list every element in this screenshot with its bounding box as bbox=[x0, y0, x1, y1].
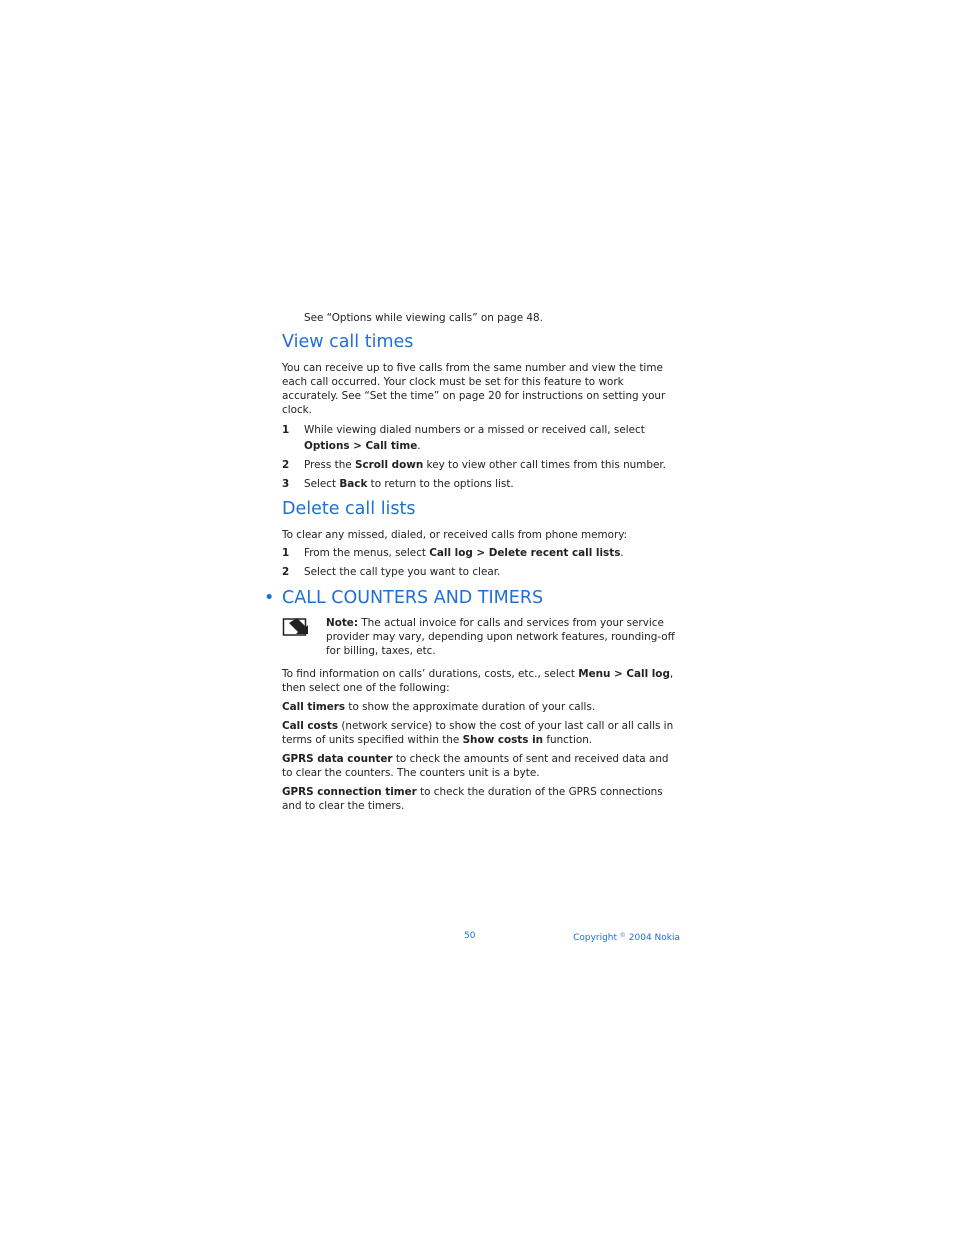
section-heading-delete-call-lists: Delete call lists bbox=[282, 499, 416, 519]
note-icon bbox=[282, 616, 326, 658]
option-description: (network service) to show the cost of your last call or all calls in terms of units specified within the bbox=[282, 720, 674, 746]
step-number: 3 bbox=[282, 478, 290, 490]
option-description: function. bbox=[543, 734, 593, 746]
cross-reference: See “Options while viewing calls” on page 48. bbox=[304, 312, 543, 324]
step-text bbox=[304, 564, 680, 580]
note-text bbox=[326, 616, 680, 658]
step-item bbox=[282, 476, 680, 492]
step-number: 2 bbox=[282, 459, 290, 471]
step-bold-text: Call log > Delete recent call lists bbox=[429, 547, 621, 559]
option-name: GPRS data counter bbox=[282, 753, 393, 765]
step-number: 1 bbox=[282, 424, 290, 436]
section-call-counters bbox=[264, 588, 680, 813]
step-text bbox=[304, 476, 680, 492]
step-item bbox=[282, 422, 680, 454]
option-name: Call timers bbox=[282, 701, 346, 713]
step-item bbox=[282, 545, 680, 561]
step-text-part: From the menus, select bbox=[304, 547, 430, 559]
option-description: to show the approximate duration of your calls. bbox=[345, 701, 596, 713]
intro-part: , then select one of the following: bbox=[282, 668, 674, 694]
step-item bbox=[282, 564, 680, 580]
page-number: 50 bbox=[464, 931, 476, 941]
section-delete-call-lists bbox=[282, 499, 680, 580]
option-name: Call costs bbox=[282, 720, 339, 732]
step-text-part: . bbox=[620, 547, 624, 559]
step-text bbox=[304, 545, 680, 561]
heading-bullet: • bbox=[264, 588, 275, 608]
step-text bbox=[304, 422, 680, 454]
option-item-gprs-data-counter bbox=[282, 752, 680, 780]
note-box bbox=[282, 616, 680, 658]
option-item-gprs-connection-timer bbox=[282, 785, 680, 813]
step-text-part: key to view other call times from this number. bbox=[423, 459, 666, 471]
step-item bbox=[282, 457, 680, 473]
step-text-part: Select bbox=[304, 478, 340, 490]
option-inline-bold: Show costs in bbox=[462, 734, 544, 746]
step-text-part: While viewing dialed numbers or a missed or received call, select bbox=[304, 424, 645, 436]
option-name: GPRS connection timer bbox=[282, 786, 417, 798]
step-text bbox=[304, 457, 680, 473]
option-description: to check the duration of the GPRS connections and to clear the timers. bbox=[282, 786, 663, 812]
step-text-part: Select the call type you want to clear. bbox=[304, 566, 501, 578]
copyright-text: 2004 Nokia bbox=[625, 933, 680, 943]
note-body: The actual invoice for calls and services from your service provider may vary, depending upon network features, rounding-off for billing, taxes, etc. bbox=[326, 617, 675, 657]
chapter-heading-text: CALL COUNTERS AND TIMERS bbox=[282, 588, 544, 608]
section-heading-view-call-times: View call times bbox=[282, 332, 414, 352]
step-number: 2 bbox=[282, 566, 290, 578]
page-content bbox=[264, 311, 680, 818]
step-bold-text: Options > Call time bbox=[304, 440, 418, 452]
step-text-part: . bbox=[417, 440, 421, 452]
option-description: to check the amounts of sent and received data and to clear the counters. The counters unit is a byte. bbox=[282, 753, 669, 779]
step-text-part: Press the bbox=[304, 459, 356, 471]
note-label: Note: bbox=[326, 617, 359, 629]
chapter-heading bbox=[264, 588, 680, 608]
copyright-symbol: © bbox=[619, 932, 626, 939]
intro-part: To find information on calls’ durations, costs, etc., select bbox=[282, 668, 579, 680]
section-view-call-times bbox=[282, 332, 680, 492]
option-item-call-timers bbox=[282, 700, 680, 714]
section-intro: To clear any missed, dialed, or received calls from phone memory: bbox=[282, 529, 628, 541]
copyright-text: Copyright bbox=[573, 933, 620, 943]
section-intro: You can receive up to five calls from the same number and view the time each call occurred. Your clock must be set for this feature to work accurately. See “Set the time” on page 20 for instructions on setting your clock. bbox=[282, 362, 666, 416]
step-number: 1 bbox=[282, 547, 290, 559]
section-intro bbox=[282, 667, 680, 695]
step-text-part: to return to the options list. bbox=[367, 478, 514, 490]
intro-bold: Menu > Call log bbox=[578, 668, 670, 680]
option-item-call-costs bbox=[282, 719, 680, 747]
step-bold-text: Back bbox=[339, 478, 368, 490]
copyright-notice bbox=[573, 930, 680, 944]
step-bold-text: Scroll down bbox=[355, 459, 424, 471]
